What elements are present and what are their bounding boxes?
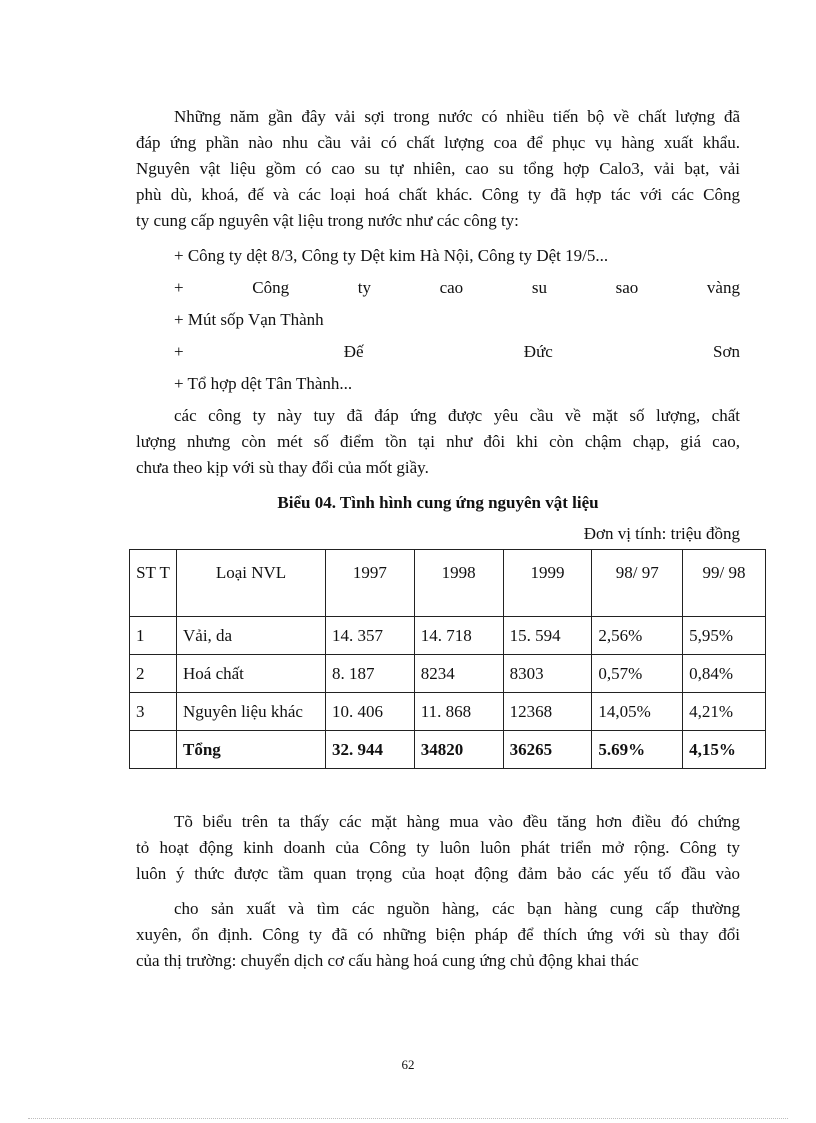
supplier-word: + [174,278,184,297]
paragraph-line: cho sản xuất và tìm các nguồn hàng, các bạn hàng cung cấp thường [174,899,740,918]
table-row [130,693,766,731]
cell-material-type: Nguyên liệu khác [177,693,326,731]
paragraph-line: Nguyên vật liệu gồm có cao su tự nhiên, cao su tổng hợp Calo3, vải bạt, vải [136,159,740,178]
paragraph-line: đáp ứng phần nào nhu cầu vải có chất lượng coa để phục vụ hàng xuất khẩu. [136,133,740,152]
supplier-item-spread [174,275,740,301]
paragraph-line: luôn ý thức được tầm quan trọng của hoạt động đảm bảo các yếu tố đầu vào [136,864,740,883]
cell-1997: 8. 187 [326,655,415,693]
header-1997: 1997 [326,550,415,617]
cell-stt [130,731,177,769]
cell-98-97: 14,05% [592,693,683,731]
paragraph-line: phù dù, khoá, đế và các loại hoá chất khác. Công ty đã hợp tác với các Công [136,185,740,204]
cell-1999: 36265 [503,731,592,769]
page-bottom-divider [28,1118,788,1119]
supplier-word: sao [615,278,639,297]
header-stt: ST T [130,550,177,617]
header-1998: 1998 [414,550,503,617]
paragraph-line: Tõ biểu trên ta thấy các mặt hàng mua vào đều tăng hơn điều đó chứng [174,812,740,831]
supplier-item-spread [174,339,740,365]
supplier-item: + Mút sốp Vạn Thành [174,310,324,329]
cell-1999: 15. 594 [503,617,592,655]
table-total-row [130,731,766,769]
cell-1998: 34820 [414,731,503,769]
analysis-paragraph [136,809,740,887]
supplier-word: ty [357,278,371,297]
paragraph-line: của thị trường: chuyển dịch cơ cấu hàng hoá cung ứng chủ động khai thác [136,951,639,970]
header-98-97: 98/ 97 [592,550,683,617]
paragraph-line: tỏ hoạt động kinh doanh của Công ty luôn luôn phát triển mở rộng. Công ty [136,838,740,857]
supplier-word: Đức [523,342,553,361]
cell-1997: 32. 944 [326,731,415,769]
table-header-row [130,550,766,617]
header-material-type: Loại NVL [177,550,326,617]
supply-table [129,549,766,769]
cell-98-97: 5.69% [592,731,683,769]
cell-1999: 8303 [503,655,592,693]
cell-stt: 1 [130,617,177,655]
cell-stt: 2 [130,655,177,693]
cell-1999: 12368 [503,693,592,731]
table-row [130,617,766,655]
table-row [130,655,766,693]
cell-1997: 10. 406 [326,693,415,731]
supplier-word: cao [439,278,464,297]
header-1999: 1999 [503,550,592,617]
header-99-98: 99/ 98 [683,550,766,617]
supplier-word: vàng [706,278,740,297]
paragraph-line: ty cung cấp nguyên vật liệu trong nước như các công ty: [136,211,519,230]
cell-98-97: 0,57% [592,655,683,693]
continuation-paragraph [136,896,740,974]
paragraph-line: Những năm gần đây vải sợi trong nước có nhiều tiến bộ về chất lượng đã [174,107,740,126]
intro-paragraph [136,104,740,234]
supplier-word: Công [252,278,290,297]
unit-label: Đơn vị tính: triệu đồng [583,524,740,543]
supplier-item: + Công ty dệt 8/3, Công ty Dệt kim Hà Nội, Công ty Dệt 19/5... [174,246,609,265]
paragraph-line: xuyên, ổn định. Công ty đã có những biện pháp để thích ứng với sù thay đổi [136,925,740,944]
supplier-word: Sơn [713,342,740,361]
cell-99-98: 4,21% [683,693,766,731]
supplier-word: Đế [343,342,364,361]
cell-1997: 14. 357 [326,617,415,655]
cell-material-type: Tổng [177,731,326,769]
paragraph-line: lượng nhưng còn mét số điểm tồn tại như đôi khi còn chậm chạp, giá cao, [136,432,740,451]
cell-99-98: 0,84% [683,655,766,693]
cell-99-98: 5,95% [683,617,766,655]
cell-98-97: 2,56% [592,617,683,655]
cell-1998: 11. 868 [414,693,503,731]
cell-99-98: 4,15% [683,731,766,769]
paragraph-line: các công ty này tuy đã đáp ứng được yêu cầu về mặt số lượng, chất [174,406,740,425]
table-caption: Biểu 04. Tình hình cung ứng nguyên vật liệu [277,493,599,512]
cell-material-type: Vải, da [177,617,326,655]
cell-1998: 8234 [414,655,503,693]
assessment-paragraph [136,403,740,481]
paragraph-line: chưa theo kịp với sù thay đổi của mốt giầy. [136,458,429,477]
supplier-word: su [531,278,547,297]
cell-material-type: Hoá chất [177,655,326,693]
supplier-word: + [174,342,184,361]
cell-stt: 3 [130,693,177,731]
page-number: 62 [401,1057,415,1072]
cell-1998: 14. 718 [414,617,503,655]
supplier-item: + Tổ hợp dệt Tân Thành... [174,374,353,393]
